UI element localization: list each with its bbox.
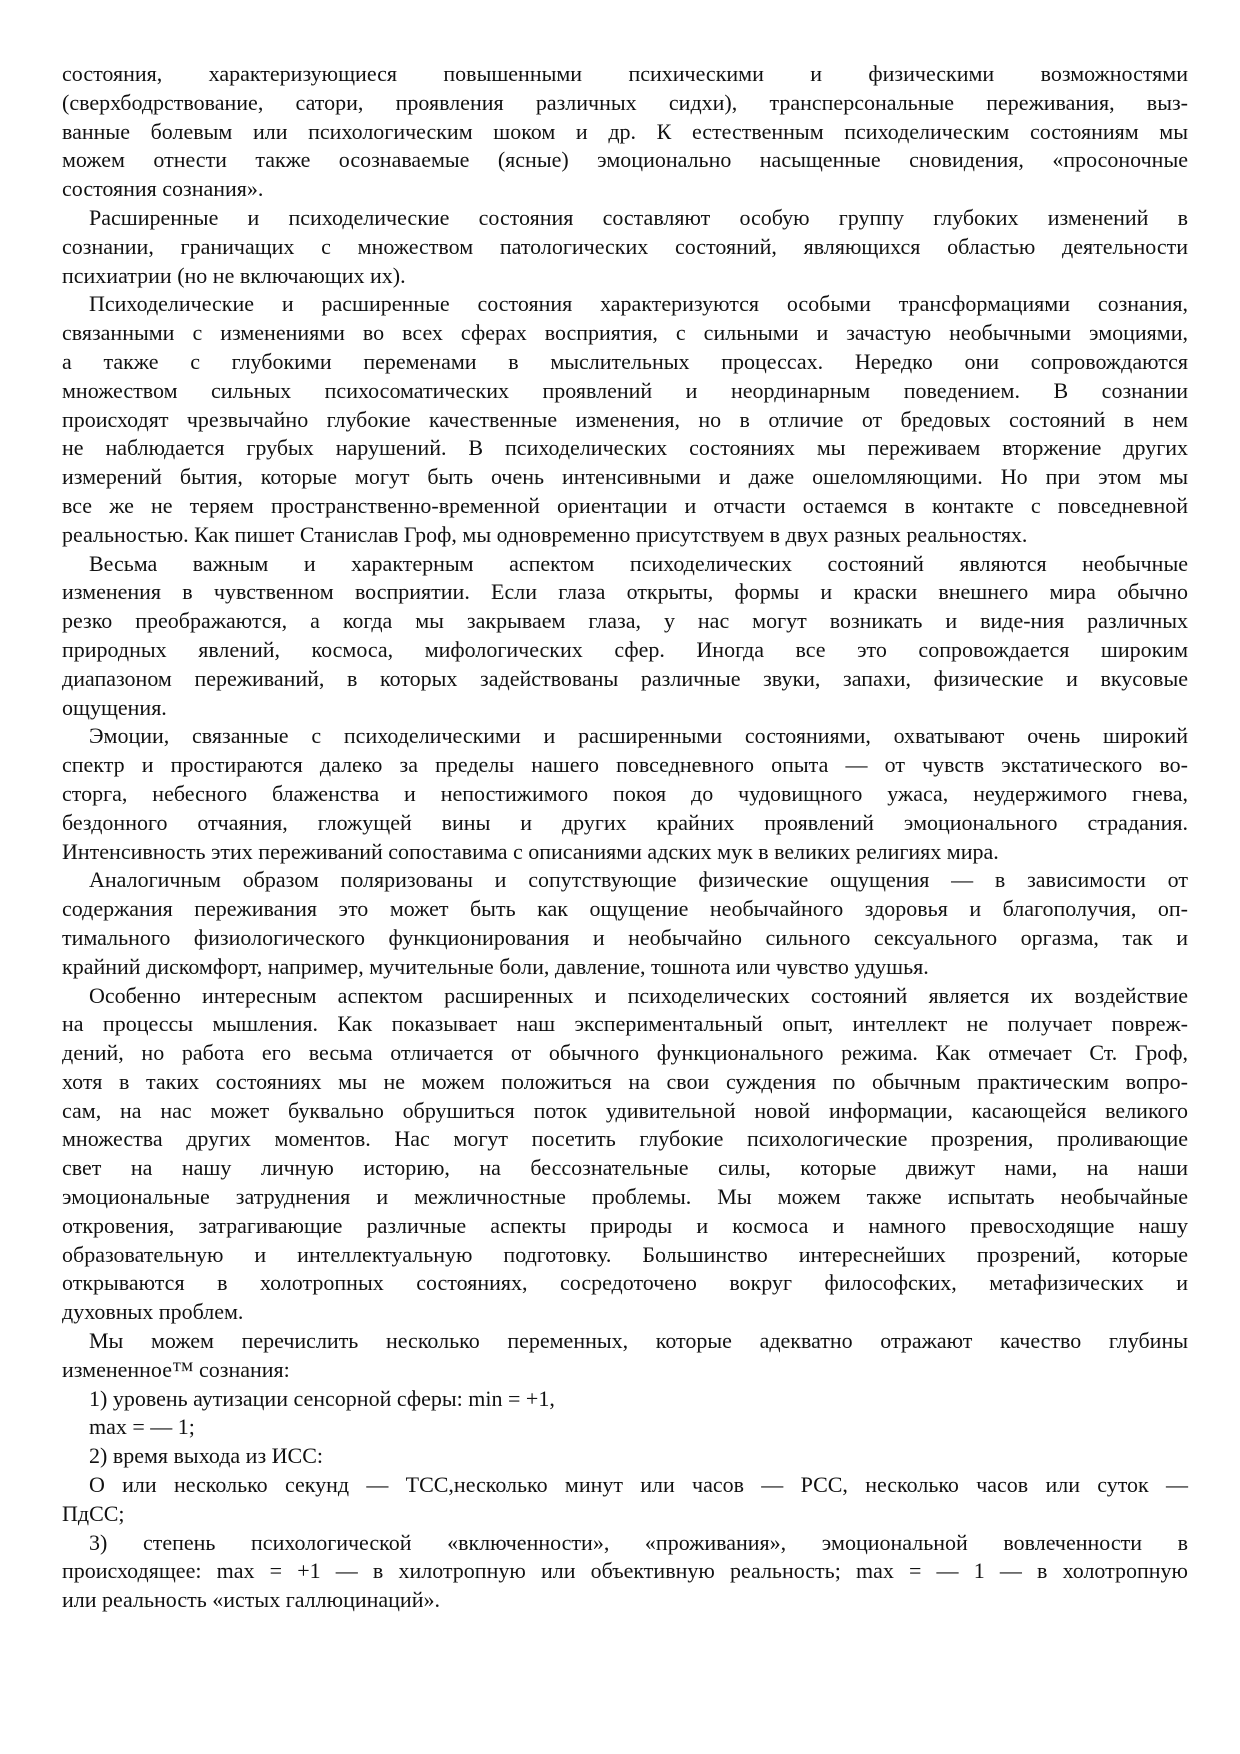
text-line: изменения в чувственном восприятии. Если глаза открыты, формы и краски внешнего мира обычно [62,579,1188,605]
text-line: а также с глубокими переменами в мыслительных процессах. Нередко они сопровождаются [62,348,1188,374]
text-line: или реальность «истых галлюцинаций». [62,1587,440,1613]
paragraph [62,290,1188,549]
text-line: дений, но работа его весьма отличается от обычного функционального режима. Как отмечает Ст. Гроф, [62,1040,1188,1066]
text-line: ванные болевым или психологическим шоком и др. К естественным психоделическим состояниям мы [62,118,1188,144]
text-line: сам, на нас может буквально обрушиться поток удивительной новой информации, касающейся великого [62,1097,1188,1123]
text-line: диапазоном переживаний, в которых задействованы различные звуки, запахи, физические и вкусовые [62,665,1188,691]
text-line: реальностью. Как пишет Станислав Гроф, мы одновременно присутствуем в двух разных реальностях. [62,521,1028,547]
text-line: 2) время выхода из ИСС: [89,1443,323,1469]
text-line: состояния, характеризующиеся повышенными психическими и физическими возможностями [62,61,1188,86]
text-line: 3) степень психологической «включенности», «проживания», эмоциональной вовлеченности в [89,1529,1188,1555]
text-line: Расширенные и психоделические состояния составляют особую группу глубоких изменений в [89,204,1188,230]
text-line: духовных проблем. [62,1299,244,1325]
paragraph [62,60,1188,204]
paragraph [62,982,1188,1328]
text-line: психиатрии (но не включающих их). [62,262,406,288]
text-line: открываются в холотропных состояниях, сосредоточено вокруг философских, метафизических и [62,1270,1188,1296]
paragraph [62,1413,1188,1442]
text-line: резко преображаются, а когда мы закрываем глаза, у нас могут возникать и виде-ния различных [62,608,1188,634]
text-line: свет на нашу личную историю, на бессознательные силы, которые движут нами, на наши [62,1155,1188,1181]
paragraph [62,1529,1188,1615]
text-line: не наблюдается грубых нарушений. В психоделических состояниях мы переживаем вторжение других [62,435,1188,461]
text-line: можем отнести также осознаваемые (ясные) эмоционально насыщенные сновидения, «просоночные [62,147,1188,173]
text-line: все же не теряем пространственно-временной ориентации и отчасти остаемся в контакте с повседневной [62,492,1188,518]
text-line: происходят чрезвычайно глубокие качественные изменения, но в отличие от бредовых состояний в нем [62,406,1188,432]
text-line: ПдСС; [62,1500,125,1526]
text-line: О или несколько секунд — ТСС,несколько минут или часов — РСС, несколько часов или суток — [89,1472,1188,1498]
text-line: сторга, небесного блаженства и непостижимого покоя до чудовищного ужаса, неудержимого гнева, [62,780,1188,806]
text-line: бездонного отчаяния, гложущей вины и других крайних проявлений эмоционального страдания. [62,809,1188,835]
text-line: Особенно интересным аспектом расширенных и психоделических состояний является их воздействие [89,982,1188,1008]
paragraph [62,1327,1188,1385]
text-line: эмоциональные затруднения и межличностные проблемы. Мы можем также испытать необычайные [62,1184,1188,1210]
paragraph [62,550,1188,723]
text-line: откровения, затрагивающие различные аспекты природы и космоса и намного превосходящие нашу [62,1212,1188,1238]
text-line: состояния сознания». [62,176,264,202]
text-line: измененное™ сознания: [62,1356,290,1382]
text-line: природных явлений, космоса, мифологических сфер. Иногда все это сопровождается широким [62,636,1188,662]
text-line: Эмоции, связанные с психоделическими и расширенными состояниями, охватывают очень широкий [89,723,1188,749]
text-line: измерений бытия, которые могут быть очень интенсивными и даже ошеломляющими. Но при этом мы [62,464,1188,490]
text-line: хотя в таких состояниях мы не можем положиться на свои суждения по обычным практическим вопро- [62,1068,1188,1094]
text-line: тимального физиологического функционирования и необычайно сильного сексуального оргазма, так и [62,924,1188,950]
text-line: Весьма важным и характерным аспектом психоделических состояний являются необычные [89,550,1188,576]
paragraph [62,1385,1188,1414]
paragraph [62,866,1188,981]
text-line: Психоделические и расширенные состояния характеризуются особыми трансформациями сознания, [89,291,1188,317]
text-line: множеством сильных психосоматических проявлений и неординарным поведением. В сознании [62,377,1188,403]
text-line: (сверхбодрствование, сатори, проявления различных сидхи), трансперсональные переживания, выз- [62,89,1188,115]
text-line: Интенсивность этих переживаний сопоставима с описаниями адских мук в великих религиях мира. [62,838,999,864]
text-line: множества других моментов. Нас могут посетить глубокие психологические прозрения, проливающие [62,1126,1188,1152]
text-line: связанными с изменениями во всех сферах восприятия, с сильными и зачастую необычными эмоциями, [62,320,1188,346]
text-line: содержания переживания это может быть как ощущение необычайного здоровья и благополучия, оп- [62,896,1188,922]
text-line: max = — 1; [89,1414,195,1440]
text-line: Аналогичным образом поляризованы и сопутствующие физические ощущения — в зависимости от [89,867,1188,893]
paragraph [62,722,1188,866]
text-line: 1) уровень аутизации сенсорной сферы: min = +1, [89,1385,555,1411]
document-page [62,60,1188,1615]
text-line: ощущения. [62,694,167,720]
text-line: на процессы мышления. Как показывает наш экспериментальный опыт, интеллект не получает повреж- [62,1011,1188,1037]
text-line: сознании, граничащих с множеством патологических состояний, являющихся областью деятельности [62,233,1188,259]
paragraph [62,1471,1188,1529]
text-line: происходящее: max = +1 — в хилотропную или объективную реальность; max = — 1 — в холотропную [62,1558,1188,1584]
text-line: образовательную и интеллектуальную подготовку. Большинство интереснейших прозрений, которые [62,1241,1188,1267]
text-line: Мы можем перечислить несколько переменных, которые адекватно отражают качество глубины [89,1328,1188,1354]
text-line: спектр и простираются далеко за пределы нашего повседневного опыта — от чувств экстатического во- [62,752,1188,778]
paragraph [62,204,1188,290]
paragraph [62,1442,1188,1471]
text-line: крайний дискомфорт, например, мучительные боли, давление, тошнота или чувство удушья. [62,953,929,979]
